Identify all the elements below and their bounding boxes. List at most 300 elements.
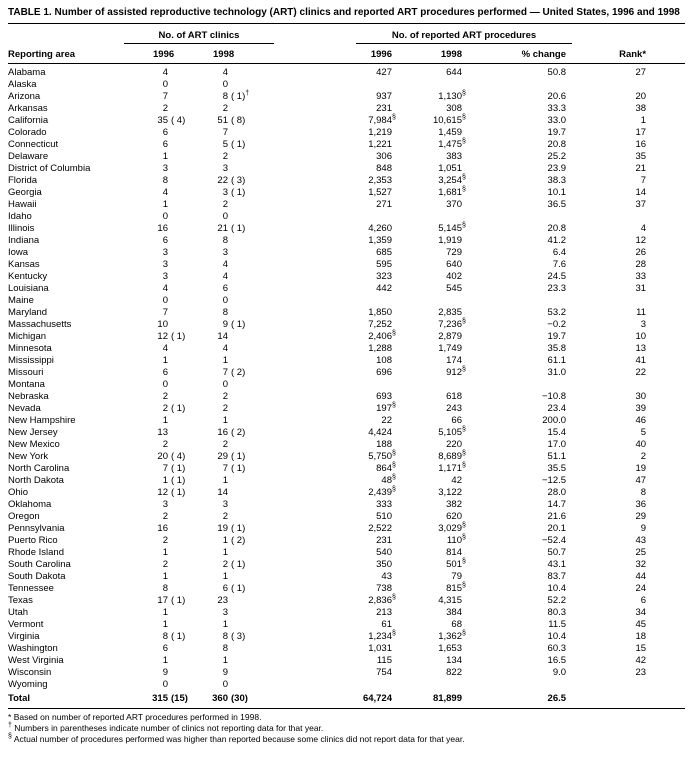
reporting-area-cell: Montana [8, 379, 45, 390]
clinics-1996-cell: 3 [162, 247, 168, 258]
clinics-1998-cell: 2 [222, 511, 228, 522]
rank-cell: 31 [635, 283, 647, 294]
table-row [8, 451, 685, 463]
pct-change-cell: 23.4 [547, 403, 567, 414]
footnote-text: Actual number of procedures performed was higher than reported because some clinics did not report data for that year. [13, 734, 465, 744]
rank-cell: 45 [635, 619, 647, 630]
clinics-1998-cell: 3 [222, 607, 228, 618]
rank-cell: 13 [635, 343, 647, 354]
procedures-1996-cell: 188 [376, 439, 392, 450]
footnote-text: Based on number of reported ART procedures performed in 1998. [13, 712, 262, 722]
reporting-area-header: Reporting area [8, 44, 150, 64]
clinics-1998-cell: 7 [222, 127, 228, 138]
procedures-1998-cell: 42 [451, 475, 462, 486]
clinics-1998-cell: 1 [222, 655, 228, 666]
clinics-1996-cell: 4 [162, 187, 168, 198]
rank-cell: 33 [635, 271, 647, 282]
procedures-1998-cell: 729 [446, 247, 462, 258]
clinics-1998-cell: 2 ( 1) [222, 559, 246, 570]
clinics-1996-cell: 1 [162, 415, 168, 426]
reporting-area-cell: California [8, 115, 49, 126]
clinics-1998-cell: 0 [222, 295, 228, 306]
clinics-1998-cell: 1 ( 2) [222, 535, 246, 546]
procedures-1996-cell: 2,522 [368, 523, 392, 534]
procedures-1998-cell: 644 [446, 67, 462, 78]
pct-change-cell: 21.6 [547, 511, 567, 522]
pct-change-cell: 19.7 [547, 331, 567, 342]
procedures-1998-cell: 79 [451, 571, 462, 582]
procedures-1996-cell [300, 679, 398, 691]
procedures-1998-cell: 5,105§ [438, 425, 466, 438]
rank-cell: 4 [640, 223, 647, 234]
clinics-1998-cell: 8 [222, 643, 228, 654]
reporting-area-cell: Maryland [8, 307, 48, 318]
clinics-1996-cell: 9 [162, 667, 168, 678]
procedures-1996-cell: 1,219 [368, 127, 392, 138]
table-row [8, 331, 685, 343]
reporting-area-cell: Idaho [8, 211, 32, 222]
table-row [8, 211, 685, 223]
procedures-1996-cell: 64,724 [300, 691, 398, 709]
pct-change-cell: 28.0 [547, 487, 567, 498]
clinics-1998-cell: 6 ( 1) [222, 583, 246, 594]
reporting-area-cell: Illinois [8, 223, 35, 234]
rank-cell: 19 [635, 463, 647, 474]
procedures-1998-cell: 822 [446, 667, 462, 678]
rank-cell: 6 [640, 595, 647, 606]
procedures-1998-cell [398, 379, 466, 391]
procedures-1998-cell: 1,459 [438, 127, 462, 138]
table-row [8, 487, 685, 499]
procedures-group-header-cell [300, 24, 572, 45]
table-row [8, 595, 685, 607]
clinics-1996-cell: 7 [162, 91, 168, 102]
procedures-1998-cell: 618 [446, 391, 462, 402]
pct-change-cell: 17.0 [547, 439, 567, 450]
procedures-1998-cell: 640 [446, 259, 462, 270]
rank-cell: 1 [640, 115, 647, 126]
procedures-1998-header: 1998 [398, 44, 466, 64]
procedures-1998-cell: 384 [446, 607, 462, 618]
reporting-area-cell: Ohio [8, 487, 29, 498]
pct-change-cell: −52.4 [541, 535, 567, 546]
procedures-1996-cell: 48§ [381, 473, 396, 486]
procedures-1996-cell: 693 [376, 391, 392, 402]
pct-change-cell: 11.5 [548, 619, 567, 630]
clinics-1998-cell: 8 [222, 235, 228, 246]
procedures-1998-cell: 3,029§ [438, 521, 466, 534]
pct-change-cell: 41.2 [547, 235, 567, 246]
procedures-1996-cell: 427 [376, 67, 392, 78]
clinics-1996-cell: 12 ( 1) [157, 487, 186, 498]
clinics-1996-cell: 6 [162, 235, 168, 246]
reporting-area-cell: Kansas [8, 259, 40, 270]
pct-change-cell: −10.8 [541, 391, 567, 402]
clinics-1998-cell: 8 ( 3) [222, 631, 246, 642]
clinics-1996-cell: 1 [162, 619, 168, 630]
procedures-1996-cell: 2,836§ [368, 593, 396, 606]
pct-change-cell: 35.8 [547, 343, 567, 354]
pct-change-cell: 9.0 [552, 667, 567, 678]
clinics-1998-header: 1998 [210, 44, 300, 64]
table-row [8, 127, 685, 139]
reporting-area-cell: Florida [8, 175, 38, 186]
pct-change-cell: 7.6 [552, 259, 567, 270]
clinics-1996-cell: 0 [162, 295, 168, 306]
reporting-area-cell: District of Columbia [8, 163, 91, 174]
pct-change-cell: 20.6 [547, 91, 567, 102]
rank-cell: 46 [635, 415, 647, 426]
clinics-1996-cell: 1 [162, 199, 168, 210]
table-row [8, 223, 685, 235]
table-row [8, 439, 685, 451]
footnote-dagger [8, 723, 685, 734]
rank-cell [572, 211, 685, 223]
rank-cell [572, 691, 685, 709]
clinics-1996-cell: 6 [162, 139, 168, 150]
rank-cell: 32 [635, 559, 647, 570]
footnotes [8, 712, 685, 745]
reporting-area-cell: Louisiana [8, 283, 49, 294]
rank-cell: 15 [635, 643, 647, 654]
pct-change-cell: 38.3 [547, 175, 567, 186]
clinics-1998-cell: 23 [217, 595, 228, 606]
procedures-1998-cell: 1,051 [438, 163, 462, 174]
clinics-1998-cell: 360 (30) [210, 691, 300, 709]
reporting-area-cell: Minnesota [8, 343, 52, 354]
pct-change-cell: 60.3 [547, 643, 567, 654]
rank-cell: 44 [635, 571, 647, 582]
reporting-area-cell: Hawaii [8, 199, 37, 210]
clinics-1998-cell: 0 [222, 211, 228, 222]
pct-change-cell: 10.4 [547, 631, 567, 642]
reporting-area-cell: Maine [8, 295, 34, 306]
pct-change-cell: −12.5 [541, 475, 567, 486]
clinics-1996-cell: 2 ( 1) [162, 403, 186, 414]
table-row [8, 319, 685, 331]
rank-cell [572, 295, 685, 307]
pct-change-cell: 23.9 [547, 163, 567, 174]
procedures-1998-cell [398, 79, 466, 91]
pct-change-cell: 15.4 [547, 427, 567, 438]
clinics-1996-cell: 0 [162, 379, 168, 390]
clinics-1998-cell: 16 ( 2) [217, 427, 246, 438]
clinics-1998-cell: 14 [217, 331, 228, 342]
procedures-1996-cell: 115 [376, 655, 392, 666]
clinics-1996-cell: 3 [162, 163, 168, 174]
clinics-1998-cell: 7 ( 1) [222, 463, 246, 474]
clinics-1998-cell: 2 [222, 391, 228, 402]
reporting-area-cell: Mississippi [8, 355, 54, 366]
rank-cell: 5 [640, 427, 647, 438]
table-row [8, 511, 685, 523]
rank-cell: 27 [635, 67, 647, 78]
reporting-area-cell: New Hampshire [8, 415, 76, 426]
procedures-1996-cell: 1,850 [368, 307, 392, 318]
reporting-area-cell: West Virginia [8, 655, 64, 666]
clinics-1998-cell: 1 [222, 619, 228, 630]
procedures-1998-cell [398, 679, 466, 691]
clinics-1998-cell: 0 [222, 679, 228, 690]
clinics-1996-cell: 2 [162, 511, 168, 522]
clinics-1996-cell: 8 ( 1) [162, 631, 186, 642]
table-row [8, 175, 685, 187]
table-row [8, 64, 685, 80]
clinics-1996-cell: 1 [162, 655, 168, 666]
procedures-1996-cell: 231 [376, 103, 392, 114]
clinics-1996-cell: 3 [162, 499, 168, 510]
reporting-area-cell: Wyoming [8, 679, 48, 690]
clinics-1996-cell: 1 [162, 355, 168, 366]
procedures-1996-cell: 197§ [376, 401, 396, 414]
rank-cell: 17 [635, 127, 647, 138]
reporting-area-cell: Kentucky [8, 271, 48, 282]
procedures-1998-cell: 402 [446, 271, 462, 282]
clinics-1998-cell: 19 ( 1) [217, 523, 246, 534]
rank-cell: 14 [635, 187, 647, 198]
procedures-1998-cell: 620 [446, 511, 462, 522]
clinics-1996-cell: 4 [162, 283, 168, 294]
table-row [8, 583, 685, 595]
pct-change-cell: 24.5 [547, 271, 567, 282]
rank-cell: 8 [640, 487, 647, 498]
table-row [8, 91, 685, 103]
rank-cell: 21 [635, 163, 647, 174]
rank-cell: 12 [635, 235, 647, 246]
procedures-1996-cell: 4,424 [368, 427, 392, 438]
procedures-1996-cell: 685 [376, 247, 392, 258]
rank-header: Rank* [572, 44, 685, 64]
table-row [8, 115, 685, 127]
procedures-1996-cell: 2,406§ [368, 329, 396, 342]
art-table [8, 23, 685, 709]
pct-change-cell: 20.1 [547, 523, 567, 534]
pct-change-cell: 80.3 [547, 607, 567, 618]
reporting-area-cell: Alaska [8, 79, 37, 90]
table-row [8, 379, 685, 391]
clinics-1996-cell: 13 [157, 427, 168, 438]
procedures-1998-cell: 308 [446, 103, 462, 114]
procedures-1996-cell: 1,221 [368, 139, 392, 150]
procedures-1998-cell: 4,315 [438, 595, 462, 606]
footnote-text: Numbers in parentheses indicate number of clinics not reporting data for that year. [14, 723, 324, 733]
table-row [8, 355, 685, 367]
clinics-1996-cell: 1 [162, 151, 168, 162]
rank-cell: 3 [640, 319, 647, 330]
clinics-1996-cell: 17 ( 1) [157, 595, 186, 606]
procedures-1998-cell: 1,130§ [438, 89, 466, 102]
procedures-1998-cell: 3,254§ [438, 173, 466, 186]
clinics-1998-cell: 1 [222, 355, 228, 366]
table-row [8, 499, 685, 511]
clinics-1996-cell: 8 [162, 583, 168, 594]
reporting-area-cell: Michigan [8, 331, 47, 342]
clinics-1996-cell: 3 [162, 271, 168, 282]
clinics-1996-cell: 0 [162, 79, 168, 90]
rank-cell: 34 [635, 607, 647, 618]
procedures-1996-cell: 738 [376, 583, 392, 594]
pct-change-cell: 33.0 [547, 115, 567, 126]
clinics-1998-cell: 0 [222, 379, 228, 390]
pct-change-cell: 36.5 [547, 199, 567, 210]
table-row [8, 187, 685, 199]
clinics-1998-cell: 14 [217, 487, 228, 498]
procedures-1998-cell: 1,475§ [438, 137, 466, 150]
table-row [8, 475, 685, 487]
procedures-1998-cell: 68 [451, 619, 462, 630]
table-row [8, 343, 685, 355]
procedures-1998-cell: 1,362§ [438, 629, 466, 642]
procedures-1996-cell: 754 [376, 667, 392, 678]
procedures-1998-cell: 3,122 [438, 487, 462, 498]
reporting-area-cell: New Jersey [8, 427, 58, 438]
pct-change-cell [466, 211, 572, 223]
procedures-1998-cell [398, 295, 466, 307]
clinics-1996-cell: 1 ( 1) [162, 475, 186, 486]
pct-change-cell: 23.3 [547, 283, 567, 294]
procedures-1996-cell: 1,031 [368, 643, 392, 654]
reporting-area-cell: Wisconsin [8, 667, 52, 678]
table-row [8, 427, 685, 439]
table-row [8, 631, 685, 643]
clinics-1998-cell: 0 [222, 79, 228, 90]
reporting-area-cell: Nevada [8, 403, 41, 414]
rank-cell: 43 [635, 535, 647, 546]
procedures-1996-cell: 306 [376, 151, 392, 162]
pct-change-cell: 33.3 [547, 103, 567, 114]
reporting-area-cell: Utah [8, 607, 29, 618]
rank-cell: 11 [636, 307, 647, 318]
clinics-1996-cell: 7 ( 1) [162, 463, 186, 474]
pct-change-cell: 43.1 [547, 559, 567, 570]
procedures-1996-cell: 848 [376, 163, 392, 174]
procedures-1998-cell: 134 [446, 655, 462, 666]
clinics-1998-cell: 2 [222, 151, 228, 162]
reporting-area-cell: Missouri [8, 367, 44, 378]
reporting-area-cell: Virginia [8, 631, 40, 642]
table-row [8, 655, 685, 667]
procedures-1996-cell: 5,750§ [368, 449, 396, 462]
reporting-area-cell: Arizona [8, 91, 41, 102]
clinics-1996-cell: 7 [162, 307, 168, 318]
procedures-1998-cell: 1,681§ [438, 185, 466, 198]
rank-cell: 22 [635, 367, 647, 378]
table-row [8, 463, 685, 475]
clinics-group-header: No. of ART clinics [124, 30, 274, 44]
clinics-1998-cell: 2 [222, 403, 228, 414]
clinics-1996-cell: 16 [157, 523, 168, 534]
procedures-1996-cell: 7,252 [368, 319, 392, 330]
clinics-1996-cell: 0 [162, 211, 168, 222]
rank-cell: 24 [635, 583, 647, 594]
table-row [8, 391, 685, 403]
pct-change-cell: 61.1 [547, 355, 567, 366]
reporting-area-cell: Pennsylvania [8, 523, 65, 534]
pct-change-cell: 19.7 [547, 127, 567, 138]
procedures-1998-cell: 501§ [446, 557, 466, 570]
clinics-1998-cell: 21 ( 1) [217, 223, 246, 234]
rank-cell: 28 [635, 259, 647, 270]
table-row [8, 607, 685, 619]
procedures-1998-cell: 1,749 [438, 343, 462, 354]
procedures-1996-cell: 1,527 [368, 187, 392, 198]
reporting-area-cell: Total [8, 691, 150, 709]
clinics-1996-cell: 10 [157, 319, 168, 330]
table-body [8, 64, 685, 709]
rank-cell [572, 379, 685, 391]
table-row [8, 523, 685, 535]
group-header-row [8, 24, 685, 45]
clinics-1998-cell: 2 [222, 439, 228, 450]
pct-change-cell: 200.0 [542, 415, 567, 426]
table-row [8, 139, 685, 151]
reporting-area-cell: Puerto Rico [8, 535, 58, 546]
table-row [8, 679, 685, 691]
rank-cell: 38 [635, 103, 647, 114]
pct-change-cell [466, 295, 572, 307]
footnote-rank [8, 712, 685, 723]
clinics-1996-cell: 2 [162, 391, 168, 402]
table-row [8, 403, 685, 415]
procedures-1998-cell: 66 [451, 415, 462, 426]
procedures-1998-cell: 220 [446, 439, 462, 450]
pct-change-cell: 26.5 [466, 691, 572, 709]
procedures-1998-cell: 7,236§ [438, 317, 466, 330]
procedures-1996-cell [300, 211, 398, 223]
rank-cell: 30 [635, 391, 647, 402]
rank-cell: 40 [635, 439, 647, 450]
reporting-area-cell: Texas [8, 595, 33, 606]
procedures-1996-cell: 61 [381, 619, 392, 630]
procedures-1996-cell: 1,359 [368, 235, 392, 246]
footnote-marker: § [8, 733, 12, 741]
clinics-1998-cell: 1 [222, 571, 228, 582]
rank-cell: 47 [635, 475, 647, 486]
rank-cell: 39 [635, 403, 647, 414]
reporting-area-cell: North Carolina [8, 463, 70, 474]
procedures-1996-cell: 510 [376, 511, 392, 522]
pct-change-cell: 20.8 [547, 223, 567, 234]
rank-cell: 7 [640, 175, 647, 186]
rank-cell: 9 [640, 523, 647, 534]
procedures-1998-cell: 814 [446, 547, 462, 558]
table-header [8, 24, 685, 64]
clinics-1998-cell: 9 [222, 667, 228, 678]
clinics-1996-cell: 2 [162, 103, 168, 114]
clinics-1998-cell: 9 ( 1) [222, 319, 246, 330]
clinics-1998-cell: 1 [222, 475, 228, 486]
pct-change-cell: 52.2 [547, 595, 567, 606]
clinics-1996-cell: 4 [162, 67, 168, 78]
clinics-1996-cell: 2 [162, 559, 168, 570]
procedures-1998-cell: 912§ [446, 365, 466, 378]
table-row [8, 247, 685, 259]
table-row [8, 271, 685, 283]
clinics-1998-cell: 3 [222, 163, 228, 174]
rank-cell [572, 79, 685, 91]
clinics-1996-cell: 6 [162, 367, 168, 378]
procedures-1996-cell: 333 [376, 499, 392, 510]
table-row [8, 307, 685, 319]
reporting-area-cell: Massachusetts [8, 319, 72, 330]
clinics-1996-cell: 1 [162, 571, 168, 582]
procedures-1996-cell: 540 [376, 547, 392, 558]
rank-cell: 26 [635, 247, 647, 258]
procedures-1996-cell: 108 [376, 355, 392, 366]
table-row [8, 559, 685, 571]
reporting-area-cell: New York [8, 451, 49, 462]
clinics-1996-cell: 35 ( 4) [157, 115, 186, 126]
